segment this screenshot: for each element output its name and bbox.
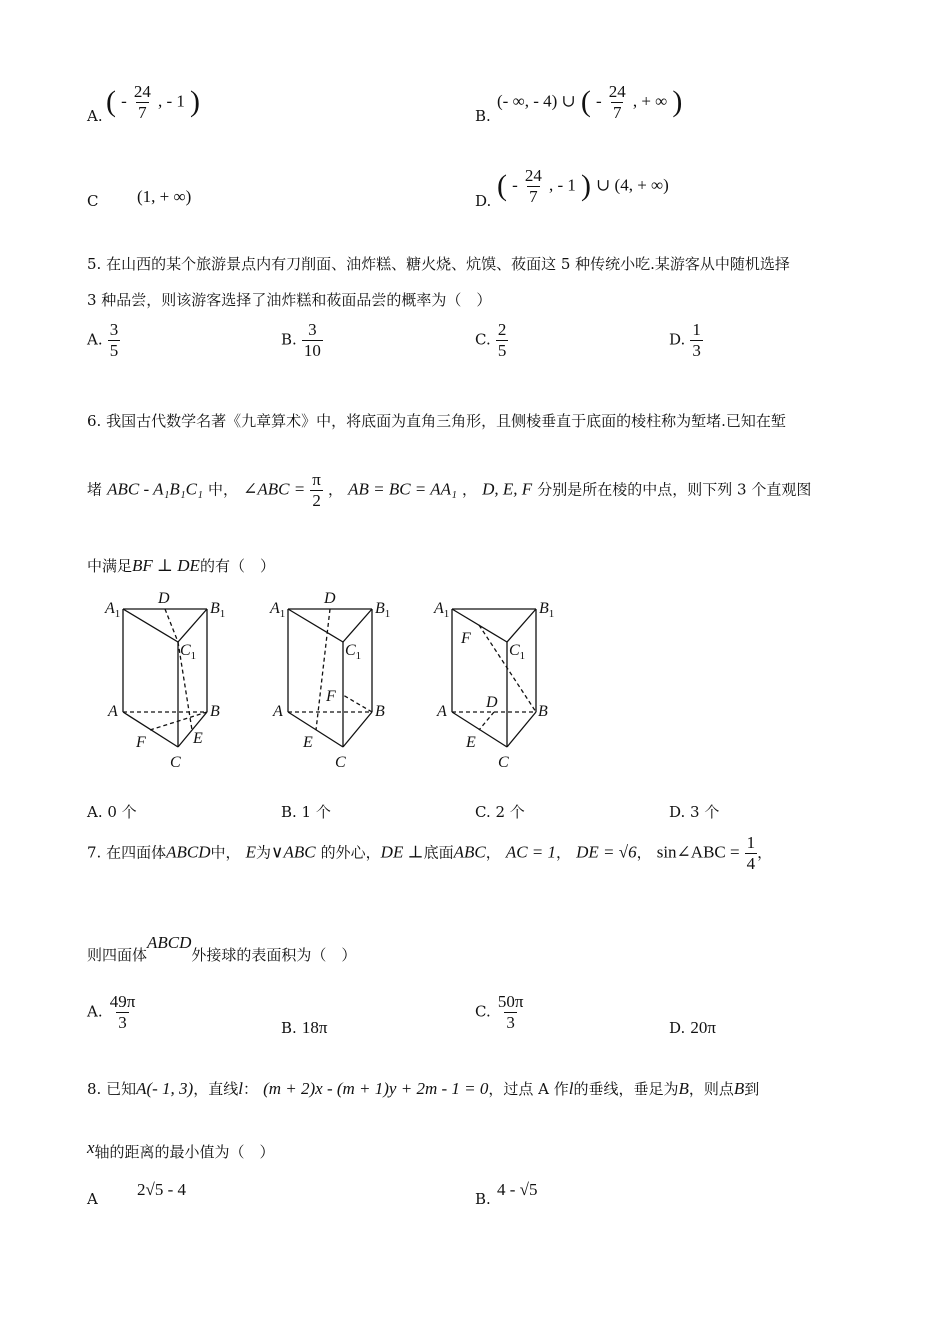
q4-option-a-label: A. (87, 107, 103, 125)
svg-text:E: E (303, 734, 313, 751)
q6-stem-line2: 堵 ABC - A₁B₁C₁ 中， ∠ABC = $\frac{\pi}{2}$ ， AB = BC = AA₁ ， D, E, F 分别是所在棱的中点，则下列 3 个直观图 (87, 470, 812, 510)
svg-text:A: A (273, 703, 283, 720)
q8-stem-line1: 8. 已知A(- 1, 3)，直线l： (m + 2)x - (m + 1)y + 2m - 1 = 0，过点 A 作l的垂线，垂足为B，则点B到 (87, 1079, 760, 1098)
svg-text:A: A (108, 703, 118, 720)
svg-text:F: F (461, 630, 471, 647)
q8-option-a-label: A (87, 1190, 98, 1208)
q7-option-a: A. $\frac{49\pi}{3}$ (87, 992, 136, 1032)
q6-figures (100, 585, 570, 775)
q5-stem-line2: 3 种品尝，则该游客选择了油炸糕和莜面品尝的概率为（ ） (87, 291, 492, 309)
svg-text:C: C (498, 754, 509, 771)
svg-text:B1: $B_1$ (210, 600, 226, 620)
q5-option-b: B. $\frac{3}{10}$ (281, 320, 321, 360)
svg-text:E: E (466, 734, 476, 751)
svg-text:B: B (210, 703, 220, 720)
q5-option-d: D. $\frac{1}{3}$ (669, 320, 701, 360)
q8-stem-line2: x轴的距离的最小值为（ ） (87, 1138, 275, 1161)
q6-option-c: C. 2 个 (475, 803, 525, 821)
q4-option-c-label: C (87, 192, 99, 210)
q4-option-d-value: ( - $\frac{24}{7}$ , - 1 ) ∪ (4, + ∞) (497, 166, 669, 206)
svg-text:E: E (193, 730, 203, 747)
svg-text:D: D (486, 694, 498, 711)
svg-text:B1: $B_1$ (375, 600, 391, 620)
q7-option-b: B. 18π (281, 1018, 328, 1037)
svg-text:C: C (170, 754, 181, 771)
q7-option-c: C. $\frac{50\pi}{3}$ (475, 992, 524, 1032)
q8-option-a-value: 2√5 - 4 (137, 1180, 186, 1199)
svg-text:B: B (538, 703, 548, 720)
q4-option-b-label: B. (475, 107, 491, 125)
q5-stem-line1: 5. 在山西的某个旅游景点内有刀削面、油炸糕、糖火烧、炕馍、莜面这 5 种传统小吃.某游客从中随机选择 (87, 255, 790, 273)
q6-stem-line1: 6. 我国古代数学名著《九章算术》中，将底面为直角三角形，且侧棱垂直于底面的棱柱称为堑堵.已知在堑 (87, 412, 786, 430)
svg-text:C1: $C_1$ (509, 642, 526, 662)
svg-text:C: C (335, 754, 346, 771)
svg-text:A1: $A_1$ (270, 600, 286, 620)
q5-option-a: A. $\frac{3}{5}$ (87, 320, 119, 360)
figure-2 (288, 609, 372, 747)
q4-option-d-label: D. (475, 192, 492, 210)
q4-option-c-value: (1, + ∞) (137, 187, 192, 206)
q6-option-d: D. 3 个 (669, 803, 720, 821)
q7-stem-line2: 则四面体ABCD外接球的表面积为（ ） (87, 933, 357, 964)
svg-text:F: F (136, 734, 146, 751)
figure-1 (123, 609, 207, 747)
q8-option-b-value: 4 - √5 (497, 1180, 538, 1199)
svg-text:A: A (437, 703, 447, 720)
q7-option-d: D. 20π (669, 1018, 716, 1037)
svg-text:A1: $A_1$ (434, 600, 450, 620)
q6-option-b: B. 1 个 (281, 803, 331, 821)
svg-text:C1: $C_1$ (180, 642, 197, 662)
svg-text:A1: $A_1$ (105, 600, 121, 620)
svg-text:F: F (326, 688, 336, 705)
svg-text:D: D (158, 590, 170, 607)
q4-option-a-value: ( - $\frac{24}{7}$ , - 1 ) (106, 82, 200, 122)
svg-text:D: D (324, 590, 336, 607)
svg-text:C1: $C_1$ (345, 642, 362, 662)
q8-option-b-label: B. (475, 1190, 491, 1208)
q6-option-a: A. 0 个 (87, 803, 137, 821)
svg-text:B: B (375, 703, 385, 720)
q6-stem-line3: 中满足BF ⊥ DE的有（ ） (87, 556, 275, 575)
q4-option-b-value: (- ∞, - 4) ∪ ( - $\frac{24}{7}$ , + ∞ ) (497, 82, 683, 122)
q5-option-c: C. $\frac{2}{5}$ (475, 320, 507, 360)
svg-text:B1: $B_1$ (539, 600, 555, 620)
q7-stem-line1: 7. 在四面体ABCD中， E为∨ABC 的外心，DE ⊥底面ABC， AC = 1， DE = √6， sin∠ABC = $\frac{1}{4}$ ， (87, 833, 773, 873)
